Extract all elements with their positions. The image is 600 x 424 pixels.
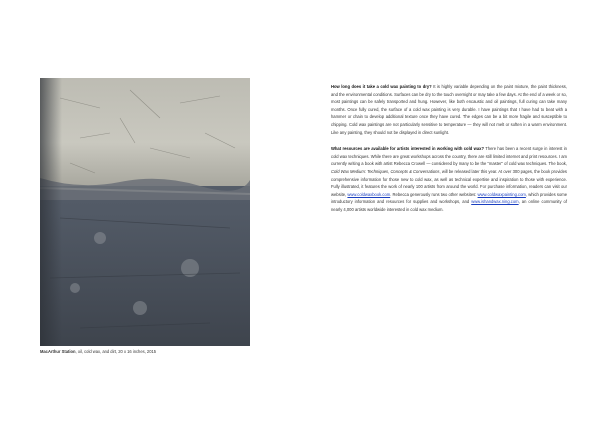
answer-resources-4: , which provides some introductory information and resources for supplies and workshops, and <box>331 191 567 205</box>
answer-drying: It is highly variable depending on the paint mixture, the paint thickness, and the environmental conditions. Surfaces can be dry to the touch overnight or may take a few days. At the end of a week or so, most paintings can be safely transported and hung. However, like both encaustic and oil paintings, full curing can take many months. Once fully cured, the surface of a cold wax painting is very durable. I have paintings that I have had to beat with a hammer or chain to develop additional texture once they have cured. The edges can be a bit more fragile and susceptible to chipping. Cold wax paintings are not particularly sensitive to temperature — they will not melt or soften in a warm environment. Like any painting, they should not be displayed in direct sunlight. <box>331 84 567 135</box>
book-title: Cold Wax Medium: Techniques, Concepts & Conversations <box>331 168 440 174</box>
answer-resources-2: , will be released later this year. At over 300 pages, the book provides comprehensive information for those new to cold wax, as well as technical expertise and inspiration to those with experience. Fully illustrated, it features the work of nearly 100 artists from around the world. For purchase information, readers can visit our website, <box>331 168 567 197</box>
question-drying: How long does it take a cold wax painting to dry? <box>331 84 432 89</box>
link-coldwaxpainting[interactable]: www.coldwaxpainting.com <box>477 191 526 197</box>
artwork-image <box>40 78 250 346</box>
paragraph-drying <box>331 83 567 136</box>
answer-resources-3: . Rebecca generously runs two other websites: <box>390 191 478 197</box>
artwork-caption <box>40 349 280 354</box>
answer-resources-1: There has been a recent surge in interest in cold wax techniques. While there are great workshops across the country, there are still limited internet and print resources. I am currently writing a book with artist Rebecca Crowell — considered by many to be the “master” of cold wax techniques. The book, <box>331 146 567 167</box>
link-ishandwax[interactable]: www.ishandwax.ning.com <box>471 199 519 205</box>
answer-resources-5: , an online community of nearly 4,000 artists worldwide interested in cold wax medium. <box>331 199 567 212</box>
article-text <box>331 83 567 223</box>
question-resources: What resources are available for artists interested in working with cold wax? <box>331 146 484 152</box>
paragraph-resources <box>331 145 567 213</box>
artwork-title: MacArthur Station <box>40 349 76 354</box>
artwork-details: , oil, cold wax, and dirt, 20 x 16 inches, 2015 <box>75 349 157 354</box>
link-coldwaxbook[interactable]: www.coldwaxbook.com <box>347 191 391 197</box>
